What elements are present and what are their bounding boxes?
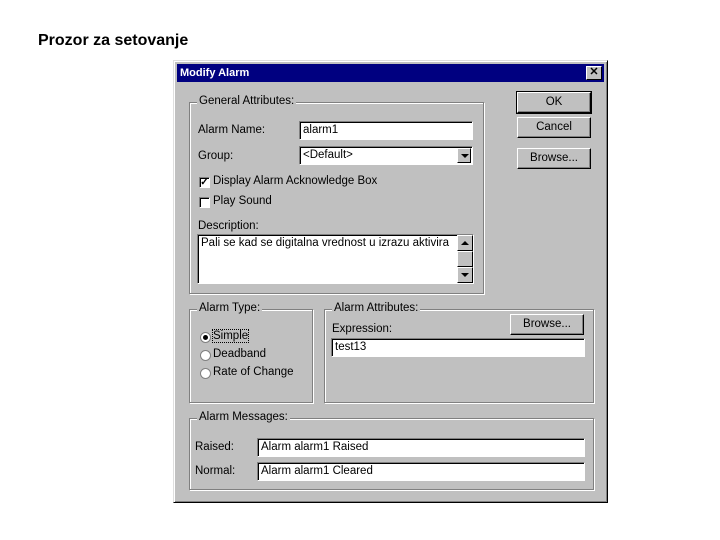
dialog-title: Modify Alarm — [180, 67, 250, 79]
group-select-value: <Default> — [303, 149, 353, 161]
radio-simple-label[interactable]: Simple — [213, 330, 249, 342]
group-select[interactable] — [299, 146, 473, 165]
scroll-down-icon[interactable] — [457, 267, 473, 283]
expression-label: Expression: — [332, 323, 393, 335]
description-textarea[interactable] — [197, 234, 474, 284]
alarm-messages-title: Alarm Messages: — [199, 411, 288, 423]
normal-label: Normal: — [195, 465, 236, 477]
radio-rate-of-change[interactable] — [200, 368, 211, 379]
scroll-thumb[interactable] — [457, 251, 473, 267]
chevron-down-icon[interactable] — [457, 148, 471, 163]
group-label: Group: — [198, 150, 234, 162]
alarm-type-title: Alarm Type: — [199, 302, 261, 314]
slide-title: Prozor za setovanje — [38, 32, 189, 49]
expression-browse-button[interactable]: Browse... — [510, 314, 584, 335]
browse-button[interactable]: Browse... — [517, 148, 591, 169]
radio-rate-of-change-label[interactable]: Rate of Change — [213, 366, 294, 378]
radio-simple[interactable] — [200, 332, 211, 343]
display-ack-label: Display Alarm Acknowledge Box — [213, 175, 378, 187]
display-ack-checkbox[interactable]: ✓ — [200, 177, 209, 188]
expression-input[interactable]: test13 — [331, 338, 585, 357]
close-icon[interactable]: ✕ — [586, 66, 602, 80]
general-attributes-title: General Attributes: — [199, 95, 295, 107]
description-text: Pali se kad se digitalna vrednost u izrazu aktivira — [201, 237, 450, 249]
raised-label: Raised: — [195, 441, 234, 453]
radio-deadband[interactable] — [200, 350, 211, 361]
alarm-name-input[interactable]: alarm1 — [299, 121, 473, 140]
normal-message-input[interactable]: Alarm alarm1 Cleared — [257, 462, 585, 481]
cancel-button[interactable]: Cancel — [517, 117, 591, 138]
description-label: Description: — [198, 220, 259, 232]
raised-message-input[interactable]: Alarm alarm1 Raised — [257, 438, 585, 457]
alarm-name-label: Alarm Name: — [198, 124, 266, 136]
modify-alarm-dialog — [173, 60, 608, 503]
description-scrollbar[interactable] — [457, 235, 473, 283]
play-sound-checkbox[interactable] — [199, 197, 210, 208]
alarm-attributes-title: Alarm Attributes: — [334, 302, 419, 314]
radio-deadband-label[interactable]: Deadband — [213, 348, 267, 360]
ok-button[interactable]: OK — [517, 92, 591, 113]
play-sound-label: Play Sound — [213, 195, 272, 207]
dialog-titlebar[interactable] — [177, 64, 604, 82]
scroll-up-icon[interactable] — [457, 235, 473, 251]
